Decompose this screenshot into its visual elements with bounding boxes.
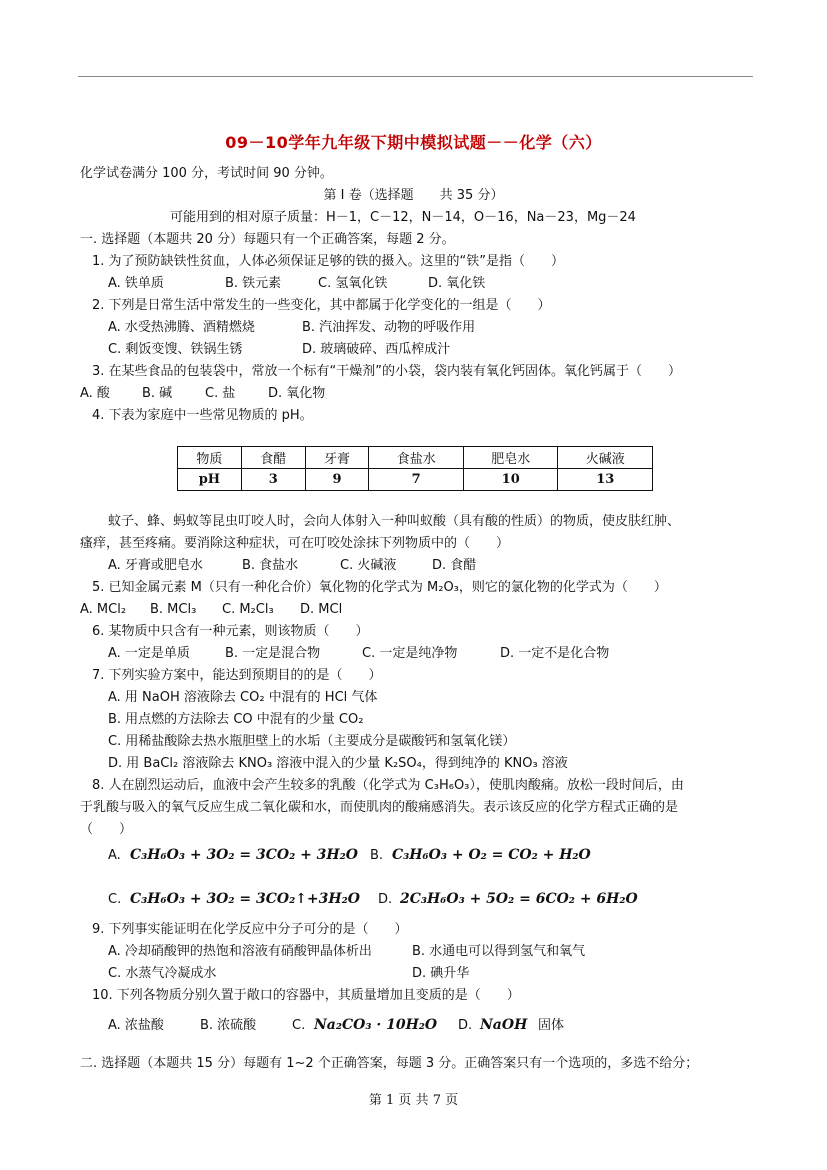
q6-option-a: A. 一定是单质: [108, 646, 190, 661]
q1-stem: 1. 为了预防缺铁性贫血，人体必须保证足够的铁的摄入。这里的“铁”是指（ ）: [92, 254, 565, 269]
q10-option-d-label: D.: [458, 1018, 473, 1033]
q2-option-c: C. 剩饭变馊、铁锅生锈: [108, 342, 243, 357]
q8-option-a-label: A.: [108, 848, 121, 863]
q10-option-d-suffix: 固体: [538, 1018, 565, 1033]
part1-header: 第 I 卷（选择题 共 35 分）: [323, 188, 504, 203]
table-cell: pH: [178, 469, 242, 491]
q7-option-a: A. 用 NaOH 溶液除去 CO₂ 中混有的 HCl 气体: [108, 690, 378, 705]
atomic-masses: 可能用到的相对原子质量：H－1，C－12，N－14，O－16，Na－23，Mg－24: [170, 210, 636, 225]
q1-option-b: B. 铁元素: [225, 276, 282, 291]
table-header-cell: 食盐水: [369, 447, 464, 469]
q6-option-c: C. 一定是纯净物: [362, 646, 458, 661]
q9-option-c: C. 水蒸气冷凝成水: [108, 966, 217, 981]
table-cell: 9: [305, 469, 369, 491]
q1-option-a: A. 铁单质: [108, 276, 164, 291]
table-header-cell: 火碱液: [558, 447, 653, 469]
q1-option-c: C. 氢氧化铁: [318, 276, 388, 291]
q4-option-b: B. 食盐水: [242, 558, 299, 573]
q4-stem: 4. 下表为家庭中一些常见物质的 pH。: [92, 408, 313, 423]
q6-stem: 6. 某物质中只含有一种元素，则该物质（ ）: [92, 624, 369, 639]
q5-option-c: C. M₂Cl₃: [222, 602, 274, 617]
q7-option-b: B. 用点燃的方法除去 CO 中混有的少量 CO₂: [108, 712, 364, 727]
q9-option-d: D. 碘升华: [412, 966, 470, 981]
ph-table: [177, 446, 653, 491]
q4-paragraph-line2: 瘙痒，甚至疼痛。要消除这种症状，可在叮咬处涂抹下列物质中的（ ）: [80, 536, 510, 551]
q2-option-d: D. 玻璃破碎、西瓜榨成汁: [302, 342, 451, 357]
page-title: 09－10学年九年级下期中模拟试题－－化学（六）: [225, 133, 602, 152]
q8-stem-line1: 8. 人在剧烈运动后，血液中会产生较多的乳酸（化学式为 C₃H₆O₃），使肌肉酸痛。放松一段时间后，由: [92, 778, 684, 793]
q6-option-d: D. 一定不是化合物: [500, 646, 610, 661]
q5-stem: 5. 已知金属元素 M（只有一种化合价）氧化物的化学式为 M₂O₃，则它的氯化物的化学式为（ ）: [92, 580, 667, 595]
q10-option-a: A. 浓盐酸: [108, 1018, 164, 1033]
q4-paragraph-line1: 蚊子、蜂、蚂蚁等昆虫叮咬人时，会向人体射入一种叫蚁酸（具有酸的性质）的物质，使皮肤红肿、: [108, 514, 681, 529]
q5-option-a: A. MCl₂: [80, 602, 127, 617]
q10-option-c-label: C.: [292, 1018, 306, 1033]
q3-option-c: C. 盐: [205, 386, 236, 401]
q6-option-b: B. 一定是混合物: [225, 646, 321, 661]
table-row: [178, 469, 653, 491]
q3-stem: 3. 在某些食品的包装袋中，常放一个标有“干燥剂”的小袋，袋内装有氧化钙固体。氧化钙属于（ ）: [92, 364, 682, 379]
top-rule: [78, 76, 753, 77]
q2-stem: 2. 下列是日常生活中常发生的一些变化，其中都属于化学变化的一组是（ ）: [92, 298, 551, 313]
q10-option-b: B. 浓硫酸: [200, 1018, 257, 1033]
q4-option-d: D. 食醋: [432, 558, 477, 573]
q10-option-c-formula: Na₂CO₃ · 10H₂O: [314, 1017, 438, 1033]
q7-stem: 7. 下列实验方案中，能达到预期目的的是（ ）: [92, 668, 382, 683]
exam-intro: 化学试卷满分 100 分，考试时间 90 分钟。: [80, 166, 333, 181]
table-header-cell: 肥皂水: [463, 447, 558, 469]
q9-option-b: B. 水通电可以得到氢气和氧气: [412, 944, 586, 959]
q2-option-a: A. 水受热沸腾、酒精燃烧: [108, 320, 255, 335]
q8-option-d-label: D.: [378, 892, 393, 907]
q2-option-b: B. 汽油挥发、动物的呼吸作用: [302, 320, 476, 335]
section1-header: 一. 选择题（本题共 20 分）每题只有一个正确答案，每题 2 分。: [80, 232, 455, 247]
q3-option-a: A. 酸: [80, 386, 110, 401]
q9-stem: 9. 下列事实能证明在化学反应中分子可分的是（ ）: [92, 922, 408, 937]
table-header-cell: 食醋: [241, 447, 305, 469]
q3-option-b: B. 碱: [142, 386, 173, 401]
q8-stem-line3: （ ）: [80, 822, 133, 837]
table-cell: 3: [241, 469, 305, 491]
q8-option-c-equation: C₃H₆O₃ + 3O₂ = 3CO₂↑+3H₂O: [130, 891, 360, 907]
q10-stem: 10. 下列各物质分别久置于敞口的容器中，其质量增加且变质的是（ ）: [92, 988, 520, 1003]
q7-option-c: C. 用稀盐酸除去热水瓶胆壁上的水垢（主要成分是碳酸钙和氢氧化镁）: [108, 734, 516, 749]
q1-option-d: D. 氧化铁: [428, 276, 486, 291]
q8-stem-line2: 于乳酸与吸入的氧气反应生成二氧化碳和水，而使肌肉的酸痛感消失。表示该反应的化学方程式正确的是: [80, 800, 679, 815]
table-cell: 10: [463, 469, 558, 491]
q8-option-b-label: B.: [370, 848, 384, 863]
page-footer: 第 1 页 共 7 页: [368, 1093, 459, 1108]
q3-option-d: D. 氧化物: [268, 386, 326, 401]
section2-header: 二. 选择题（本题共 15 分）每题有 1~2 个正确答案，每题 3 分。正确答案只有一个选项的，多选不给分；: [80, 1056, 699, 1071]
q9-option-a: A. 冷却硝酸钾的热饱和溶液有硝酸钾晶体析出: [108, 944, 372, 959]
q5-option-b: B. MCl₃: [150, 602, 197, 617]
q4-option-a: A. 牙膏或肥皂水: [108, 558, 203, 573]
q8-option-b-equation: C₃H₆O₃ + O₂ = CO₂ + H₂O: [392, 847, 591, 863]
q7-option-d: D. 用 BaCl₂ 溶液除去 KNO₃ 溶液中混入的少量 K₂SO₄，得到纯净的 KNO₃ 溶液: [108, 756, 568, 771]
q8-option-a-equation: C₃H₆O₃ + 3O₂ = 3CO₂ + 3H₂O: [130, 847, 358, 863]
q4-option-c: C. 火碱液: [340, 558, 397, 573]
q5-option-d: D. MCl: [300, 602, 343, 617]
table-row: [178, 447, 653, 469]
table-header-cell: 物质: [178, 447, 242, 469]
table-cell: 7: [369, 469, 464, 491]
table-header-cell: 牙膏: [305, 447, 369, 469]
q8-option-d-equation: 2C₃H₆O₃ + 5O₂ = 6CO₂ + 6H₂O: [400, 891, 638, 907]
table-cell: 13: [558, 469, 653, 491]
q8-option-c-label: C.: [108, 892, 122, 907]
q10-option-d-formula: NaOH: [480, 1017, 528, 1033]
